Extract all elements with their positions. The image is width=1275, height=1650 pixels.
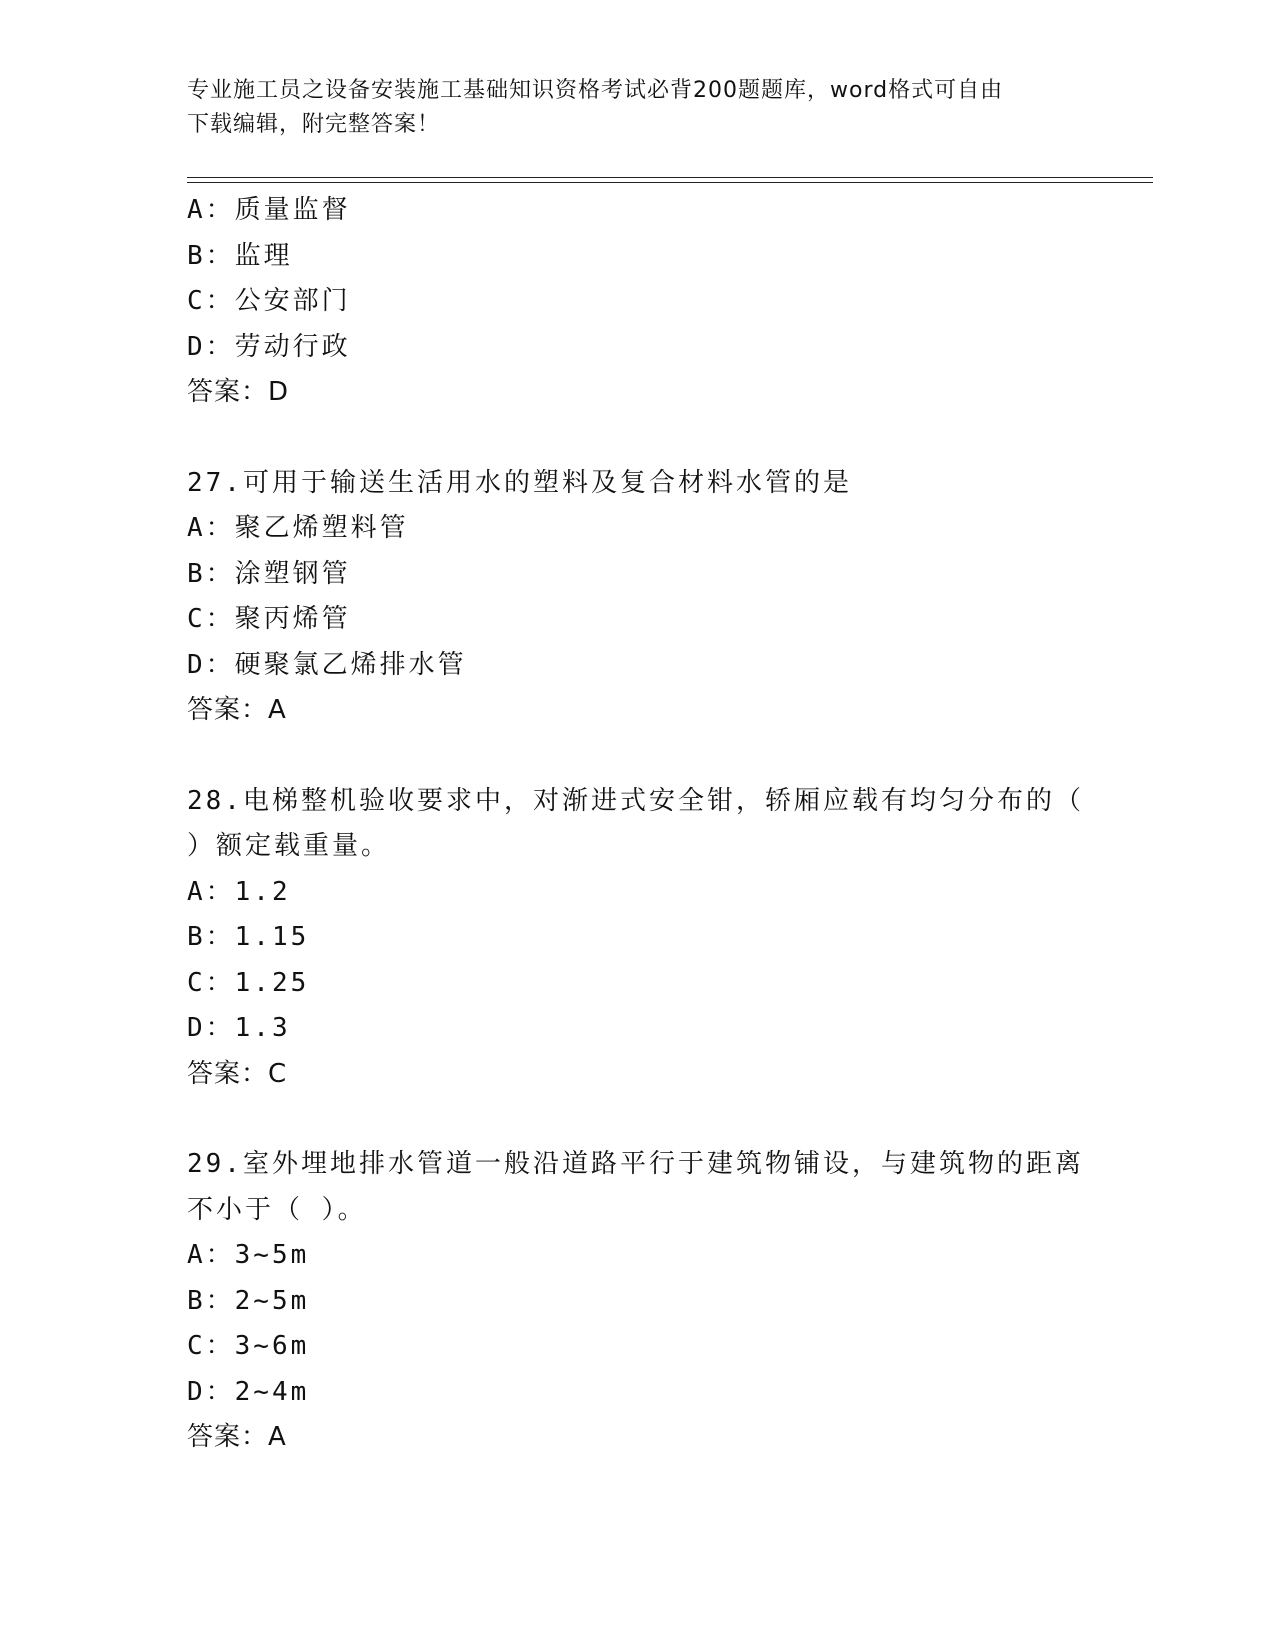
question-text-continued: ）额定载重量。 xyxy=(187,831,391,861)
answer-line: 答案：D xyxy=(187,377,290,407)
header-divider-bottom xyxy=(187,182,1153,183)
option-d: D：2~4m xyxy=(187,1376,310,1407)
option-b: B：1.15 xyxy=(187,922,310,952)
answer-line: 答案：C xyxy=(187,1058,288,1089)
question-block-28 xyxy=(187,779,1087,1098)
option-a: A：3~5m xyxy=(187,1240,310,1270)
header-divider-top xyxy=(187,177,1153,178)
spacer xyxy=(187,1097,1087,1142)
option-d: D：劳动行政 xyxy=(187,331,351,362)
option-c: C：公安部门 xyxy=(187,286,351,316)
document-header xyxy=(187,74,1067,142)
answer-line: 答案：A xyxy=(187,1422,287,1452)
option-c: C：1.25 xyxy=(187,967,310,998)
option-a: A：质量监督 xyxy=(187,195,351,225)
header-line-1: 专业施工员之设备安装施工基础知识资格考试必背200题题库，word格式可自由 xyxy=(187,78,1004,103)
option-b: B：监理 xyxy=(187,240,293,271)
option-a: A：1.2 xyxy=(187,876,291,907)
spacer xyxy=(187,734,1087,779)
header-line-2: 下载编辑，附完整答案！ xyxy=(187,112,441,137)
option-c: C：聚丙烯管 xyxy=(187,604,351,634)
option-b: B：2~5m xyxy=(187,1285,310,1316)
option-c: C：3~6m xyxy=(187,1331,310,1361)
option-d: D：1.3 xyxy=(187,1013,291,1043)
option-d: D：硬聚氯乙烯排水管 xyxy=(187,649,467,680)
question-text-continued: 不小于（ ）。 xyxy=(187,1194,367,1225)
question-block-prev xyxy=(187,188,1087,416)
question-list xyxy=(187,188,1087,1461)
question-text: 28.电梯整机验收要求中，对渐进式安全钳，轿厢应载有均匀分布的（ xyxy=(187,785,1084,816)
question-text: 27.可用于输送生活用水的塑料及复合材料水管的是 xyxy=(187,467,852,498)
answer-line: 答案：A xyxy=(187,695,287,725)
question-block-29 xyxy=(187,1142,1087,1461)
question-text: 29.室外埋地排水管道一般沿道路平行于建筑物铺设，与建筑物的距离 xyxy=(187,1149,1084,1179)
question-block-27 xyxy=(187,461,1087,734)
spacer xyxy=(187,416,1087,461)
option-a: A：聚乙烯塑料管 xyxy=(187,513,409,543)
option-b: B：涂塑钢管 xyxy=(187,558,351,589)
